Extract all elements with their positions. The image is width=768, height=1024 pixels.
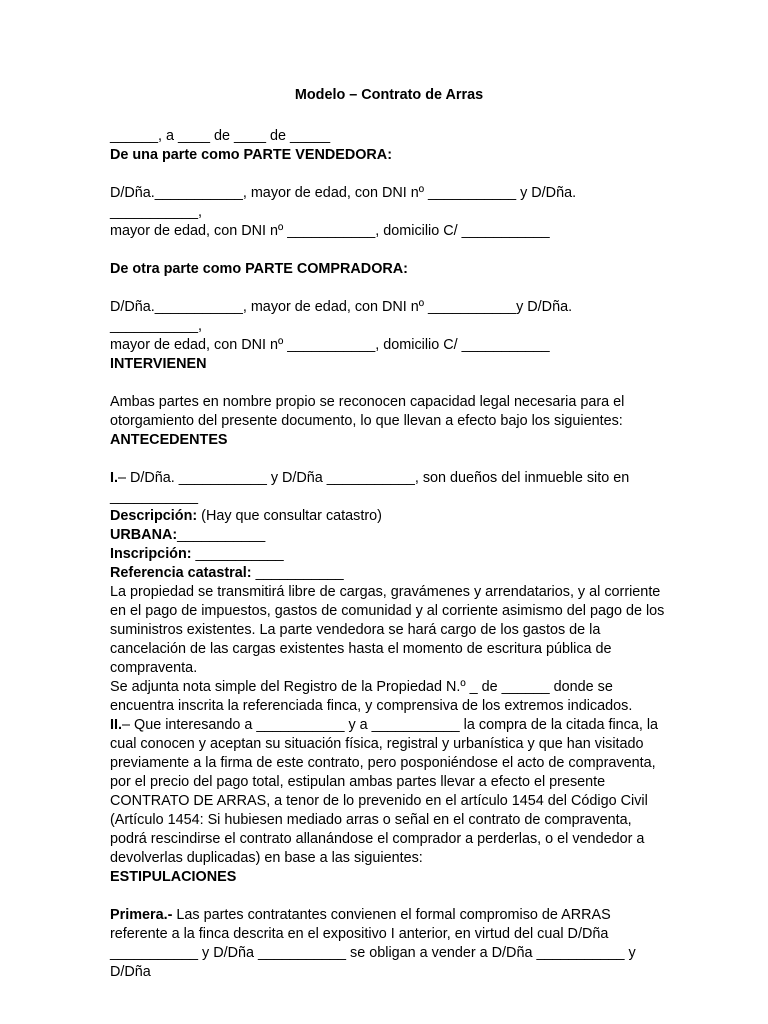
descripcion-line xyxy=(110,507,668,526)
descripcion-label: Descripción: xyxy=(110,508,198,524)
spacer xyxy=(110,165,668,184)
spacer xyxy=(110,241,668,260)
referencia-value: ___________ xyxy=(251,565,344,581)
nota-paragraph: Se adjunta nota simple del Registro de la Propiedad N.º _ de ______ donde se encuentra inscrita la referenciada finca, y comprensiva de los extremos indicados. xyxy=(110,679,633,714)
intervienen-paragraph: Ambas partes en nombre propio se reconocen capacidad legal necesaria para el otorgamiento del presente documento, lo que llevan a efecto bajo los siguientes: xyxy=(110,394,625,429)
antecedent-1-text: – D/Dña. ___________ y D/Dña ___________, son dueños del inmueble sito en ___________ xyxy=(110,470,630,505)
referencia-line xyxy=(110,564,668,583)
primera-paragraph xyxy=(110,906,668,982)
urbana-label: URBANA: xyxy=(110,527,178,543)
descripcion-value: (Hay que consultar catastro) xyxy=(197,508,382,524)
inscripcion-line xyxy=(110,545,668,564)
antecedent-1 xyxy=(110,469,668,507)
buyer-line-2: mayor de edad, con DNI nº ___________, domicilio C/ ___________ xyxy=(110,337,550,353)
antecedent-2-text: – Que interesando a ___________ y a ___________ la compra de la citada finca, la cual conocen y aceptan su situación física, registral y urbanística y que han visitado previamente a la firma de este contrato, pero posponiéndose el acto de compraventa, por el precio del pago total, estipulan ambas partes llevar a efecto el presente CONTRATO DE ARRAS, a tenor de lo prevenido en el artículo 1454 del Código Civil (Artículo 1454: Si hubiesen mediado arras o señal en el contrato de compraventa, podrá rescindirse el contrato allanándose el comprador a perderlas, o el vendedor a devolverlas duplicadas) en base a las siguientes: xyxy=(110,717,659,866)
buyer-line-1: D/Dña.___________, mayor de edad, con DNI nº ___________y D/Dña. ___________, xyxy=(110,299,573,334)
cargas-paragraph: La propiedad se transmitirá libre de cargas, gravámenes y arrendatarios, y al corriente en el pago de impuestos, gastos de comunidad y al corriente asimismo del pago de los suministros existentes. La parte vendedora se hará cargo de los gastos de la cancelación de las cargas existentes hasta el momento de escritura pública de compraventa. xyxy=(110,584,665,676)
seller-heading: De una parte como PARTE VENDEDORA: xyxy=(110,147,392,163)
inscripcion-label: Inscripción: xyxy=(110,546,192,562)
spacer xyxy=(110,887,668,906)
seller-line-1: D/Dña.___________, mayor de edad, con DNI nº ___________ y D/Dña. ___________, xyxy=(110,185,577,220)
urbana-line xyxy=(110,526,668,545)
estipulaciones-heading: ESTIPULACIONES xyxy=(110,869,237,885)
primera-text: Las partes contratantes convienen el formal compromiso de ARRAS referente a la finca descrita en el expositivo I anterior, en virtud del cual D/Dña ___________ y D/Dña ___________ se obligan a vender a D/Dña ___________ y D/Dña xyxy=(110,907,636,980)
antecedent-1-label: I. xyxy=(110,470,118,486)
spacer xyxy=(110,450,668,469)
document-title: Modelo – Contrato de Arras xyxy=(294,87,484,103)
date-line: ______, a ____ de ____ de _____ xyxy=(110,128,331,144)
spacer xyxy=(110,279,668,298)
buyer-heading: De otra parte como PARTE COMPRADORA: xyxy=(110,261,408,277)
antecedentes-heading: ANTECEDENTES xyxy=(110,432,228,448)
urbana-value: ___________ xyxy=(177,527,266,543)
primera-label: Primera.- xyxy=(110,907,173,923)
seller-line-2: mayor de edad, con DNI nº ___________, domicilio C/ ___________ xyxy=(110,223,550,239)
antecedent-2-label: II. xyxy=(110,717,122,733)
intervienen-heading: INTERVIENEN xyxy=(110,356,207,372)
inscripcion-value: ___________ xyxy=(191,546,284,562)
antecedent-2 xyxy=(110,716,668,868)
referencia-label: Referencia catastral: xyxy=(110,565,252,581)
spacer xyxy=(110,374,668,393)
